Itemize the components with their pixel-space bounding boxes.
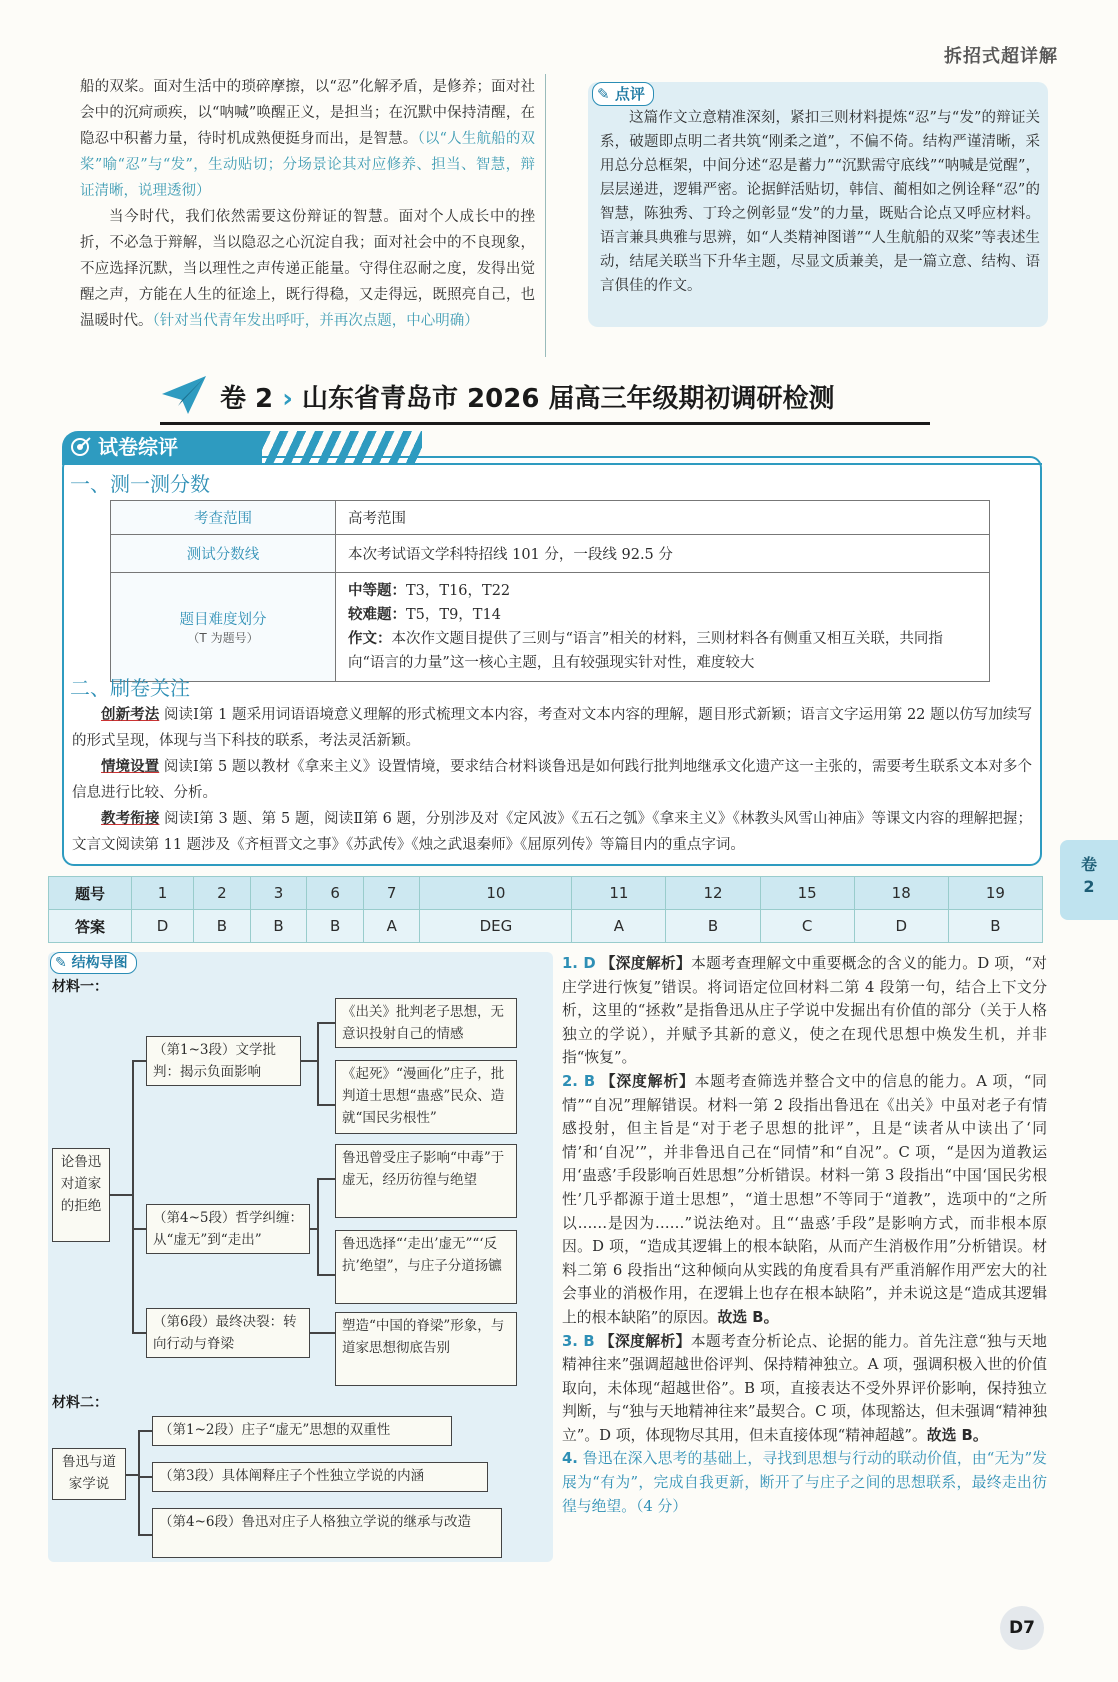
table-label: 题目难度划分 （T 为题号） [111, 573, 336, 682]
map-leaf: 鲁迅选择“‘走出’虚无”“‘反抗’绝望”，与庄子分道扬镳 [335, 1230, 517, 1304]
subheading-focus: 二、刷卷关注 [70, 676, 190, 700]
essay-text: 当今时代，我们依然需要这份辩证的智慧。面对个人成长中的挫折，不必急于辩解，当以隐忍之心沉淀自我；面对社会中的不良现象，不应选择沉默，当以理性之声传递正能量。守得住忍耐之度，发得出觉醒之声，方能在人生的征途上，既行得稳，又走得远，既照亮自己，也温暖时代。 [80, 209, 535, 329]
question-number-cell: 2 [194, 877, 251, 910]
question-number-cell: 6 [307, 877, 364, 910]
focus-item: 情境设置 阅读Ⅰ第 5 题以教材《拿来主义》设置情境，要求结合材料谈鲁迅是如何践行批判地继承文化遗产这一主张的，需要考生联系文本对多个信息进行比较、分析。 [72, 759, 1033, 801]
header-brand: 拆招式超详解 [944, 46, 1058, 67]
explanation-item: 2. B 【深度解析】本题考查筛选并整合文中的信息的能力。A 项，“同情”“自况”理解错误。材料一第 2 段指出鲁迅在《出关》中虽对老子有情感投射，但主旨是“对于老子思想的批评”，且是“读者从中读出了‘同情’和‘自况’”，并非鲁迅自己在“同情”和“自况”。C 项，“是因为道教运用‘蛊惑’手段影响百姓思想”分析错误。材料一第 3 段指出“中国‘国民劣根性’几乎都源于道士思想”，“道士思想”不等同于“道教”，选项中的“之所以……是因为……”说法绝对。且“‘蛊惑’手段”是影响方式，而非根本原因。D 项，“造成其逻辑上的根本缺陷，从而产生消极作用”分析错误。材料二第 6 段指出“这种倾向从实践的角度看具有严重消解作用严宏大的社会事业的消极作用，在逻辑上也存在根本缺陷”，并未说这是“造成其逻辑上的根本缺陷”的原因。故选 B。 [562, 1072, 1047, 1326]
answer-cell: A [572, 910, 666, 943]
page-number: D7 [1000, 1606, 1044, 1650]
question-number-cell: 11 [572, 877, 666, 910]
section-tab: 试卷综评 [62, 431, 262, 463]
section-tab-line [62, 463, 1042, 465]
paper-title: 卷 2 › 山东省青岛市 2026 届高三年级期初调研检测 [220, 384, 835, 414]
answer-cell: B [666, 910, 760, 943]
map-branch: （第4~5段）哲学纠缠：从“虚无”到“走出” [146, 1204, 310, 1254]
map-leaf: 《起死》“漫画化”庄子，批判道士思想“蛊惑”民众、造就“国民劣根性” [335, 1060, 517, 1134]
review-tag: ✎ 点评 [592, 82, 654, 106]
answer-cell: B [948, 910, 1042, 943]
essay-column [80, 74, 535, 334]
answer-cell: A [363, 910, 420, 943]
answer-row [49, 910, 1043, 943]
table-label: 考查范围 [111, 501, 336, 535]
column-divider [545, 74, 546, 357]
title-underline [160, 422, 930, 425]
essay-paragraph [80, 74, 535, 204]
question-number-cell: 1 [132, 877, 194, 910]
comment-icon: ✎ [597, 85, 610, 103]
question-label: 题号 [49, 877, 132, 910]
map-root: 鲁迅与道家学说 [52, 1448, 126, 1500]
map-root: 论鲁迅对道家的拒绝 [52, 1148, 110, 1242]
answer-cell: B [307, 910, 364, 943]
explanation-item: 4. 鲁迅在深入思考的基础上，寻找到思想与行动的联动价值，由“无为”发展为“有为”，完成自我更新，断开了与庄子之间的思想联系，最终走出彷徨与绝望。（4 分） [562, 1450, 1047, 1515]
section-tab-stripes [262, 431, 422, 463]
question-number-cell: 15 [760, 877, 854, 910]
map-branch: （第1~3段）文学批判：揭示负面影响 [146, 1036, 301, 1086]
table-value: 本次考试语文学科特招线 101 分，一段线 92.5 分 [336, 535, 990, 573]
explanation-item: 3. B 【深度解析】本题考查分析论点、论据的能力。首先注意“独与天地精神往来”强调超越世俗评判、保持精神独立。A 项，强调积极入世的价值取向，未体现“超越世俗”。B 项，直接表达不受外界评价影响，保持独立判断，与“独与天地精神往来”最契合。C 项，体现豁达，但未强调“精神独立”。D 项，体现物尽其用，但未直接体现“精神超越”。故选 B。 [562, 1332, 1047, 1444]
overview-table [110, 500, 990, 682]
question-number-cell: 7 [363, 877, 420, 910]
answer-cell: DEG [420, 910, 572, 943]
essay-comment: （针对当代青年发出呼吁，并再次点题，中心明确） [152, 313, 479, 329]
map-branch: （第3段）具体阐释庄子个性独立学说的内涵 [152, 1462, 488, 1492]
subheading-score: 一、测一测分数 [70, 472, 210, 496]
map-leaf: 《出关》批判老子思想，无意识投射自己的情感 [335, 998, 517, 1048]
map-icon: ✎ [55, 955, 67, 971]
question-number-row [49, 877, 1043, 910]
essay-paragraph [80, 204, 535, 334]
structure-map-tag: ✎ 结构导图 [50, 952, 137, 974]
explanations [562, 952, 1047, 1518]
question-number-cell: 19 [948, 877, 1042, 910]
map-leaf: 鲁迅曾受庄子影响“中毒”于虚无，经历彷徨与绝望 [335, 1144, 517, 1218]
volume-side-tab: 卷 2 [1060, 840, 1118, 920]
focus-list [72, 702, 1032, 858]
target-icon [70, 437, 92, 457]
map-branch: （第1~2段）庄子“虚无”思想的双重性 [152, 1416, 452, 1446]
review-text: 这篇作文立意精准深刻，紧扣三则材料提炼“忍”与“发”的辩证关系，破题即点明二者共筑“刚柔之道”，不偏不倚。结构严谨清晰，采用总分总框架，中间分述“忍是蓄力”“沉默需守底线”“呐喊是觉醒”，层层递进，逻辑严密。论据鲜活贴切，韩信、蔺相如之例诠释“忍”的智慧，陈独秀、丁玲之例彰显“发”的力量，既贴合论点又呼应材料。语言兼具典雅与思辨，如“人类精神图谱”“人生航船的双桨”等表述生动，结尾关联当下升华主题，尽显文质兼美，是一篇立意、结构、语言俱佳的作文。 [600, 110, 1040, 294]
answer-cell: B [194, 910, 251, 943]
table-value: 高考范围 [336, 501, 990, 535]
map-branch: （第4~6段）鲁迅对庄子人格独立学说的继承与改造 [152, 1508, 502, 1558]
answer-cell: C [760, 910, 854, 943]
material-one-label: 材料一： [52, 979, 108, 995]
question-number-cell: 18 [854, 877, 948, 910]
focus-item: 创新考法 阅读Ⅰ第 1 题采用词语语境意义理解的形式梳理文本内容，考查对文本内容的理解，题目形式新颖；语言文字运用第 22 题以仿写加续写的形式呈现，体现与当下科技的联系，考法灵活新颖。 [72, 707, 1033, 749]
paper-plane-icon [158, 372, 210, 418]
answer-label: 答案 [49, 910, 132, 943]
map-branch: （第6段）最终决裂：转向行动与脊梁 [146, 1308, 310, 1358]
answer-cell: D [132, 910, 194, 943]
map-leaf: 塑造“中国的脊梁”形象，与道家思想彻底告别 [335, 1312, 517, 1386]
answer-table [48, 876, 1043, 943]
essay-text: 船的双桨。面对生活中的琐碎摩擦，以“忍”化解矛盾，是修养；面对社会中的沉疴顽疾，以“呐喊”唤醒正义，是担当；在沉默中保持清醒，在隐忍中积蓄力量，待时机成熟便挺身而出，是智慧。 [80, 79, 535, 147]
table-label: 测试分数线 [111, 535, 336, 573]
focus-item: 教考衔接 阅读Ⅰ第 3 题、第 5 题，阅读Ⅱ第 6 题，分别涉及对《定风波》《五石之瓠》《拿来主义》《林教头风雪山神庙》等课文内容的理解把握；文言文阅读第 11 题涉及《齐桓晋文之事》《苏武传》《烛之武退秦师》《屈原列传》等篇目内的重点字词。 [72, 811, 1033, 853]
question-number-cell: 10 [420, 877, 572, 910]
explanation-item: 1. D 【深度解析】本题考查理解文中重要概念的含义的能力。D 项，“对庄学进行恢复”错误。将词语定位回材料二第 4 段第一句，结合上下文分析，这里的“拯救”是指鲁迅从庄子学说中发掘出有价值的部分（关于人格独立的学说），并赋予其新的意义，使之在现代思想中焕发生机，并非指“恢复”。 [562, 955, 1047, 1067]
question-number-cell: 3 [250, 877, 307, 910]
answer-cell: D [854, 910, 948, 943]
table-value: 中等题：T3，T16，T22 较难题：T5，T9，T14 作文：本次作文题目提供了三则与“语言”相关的材料，三则材料各有侧重又相互关联，共同指向“语言的力量”这一核心主题，且有较强现实针对性，难度较大 [336, 573, 990, 682]
essay-comment: （以“人生航船的双桨”喻“忍”与“发”，生动贴切；分场景论其对应修养、担当、智慧，辩证清晰，说理透彻） [80, 131, 535, 199]
material-two-label: 材料二： [52, 1395, 108, 1411]
question-number-cell: 12 [666, 877, 760, 910]
answer-cell: B [250, 910, 307, 943]
